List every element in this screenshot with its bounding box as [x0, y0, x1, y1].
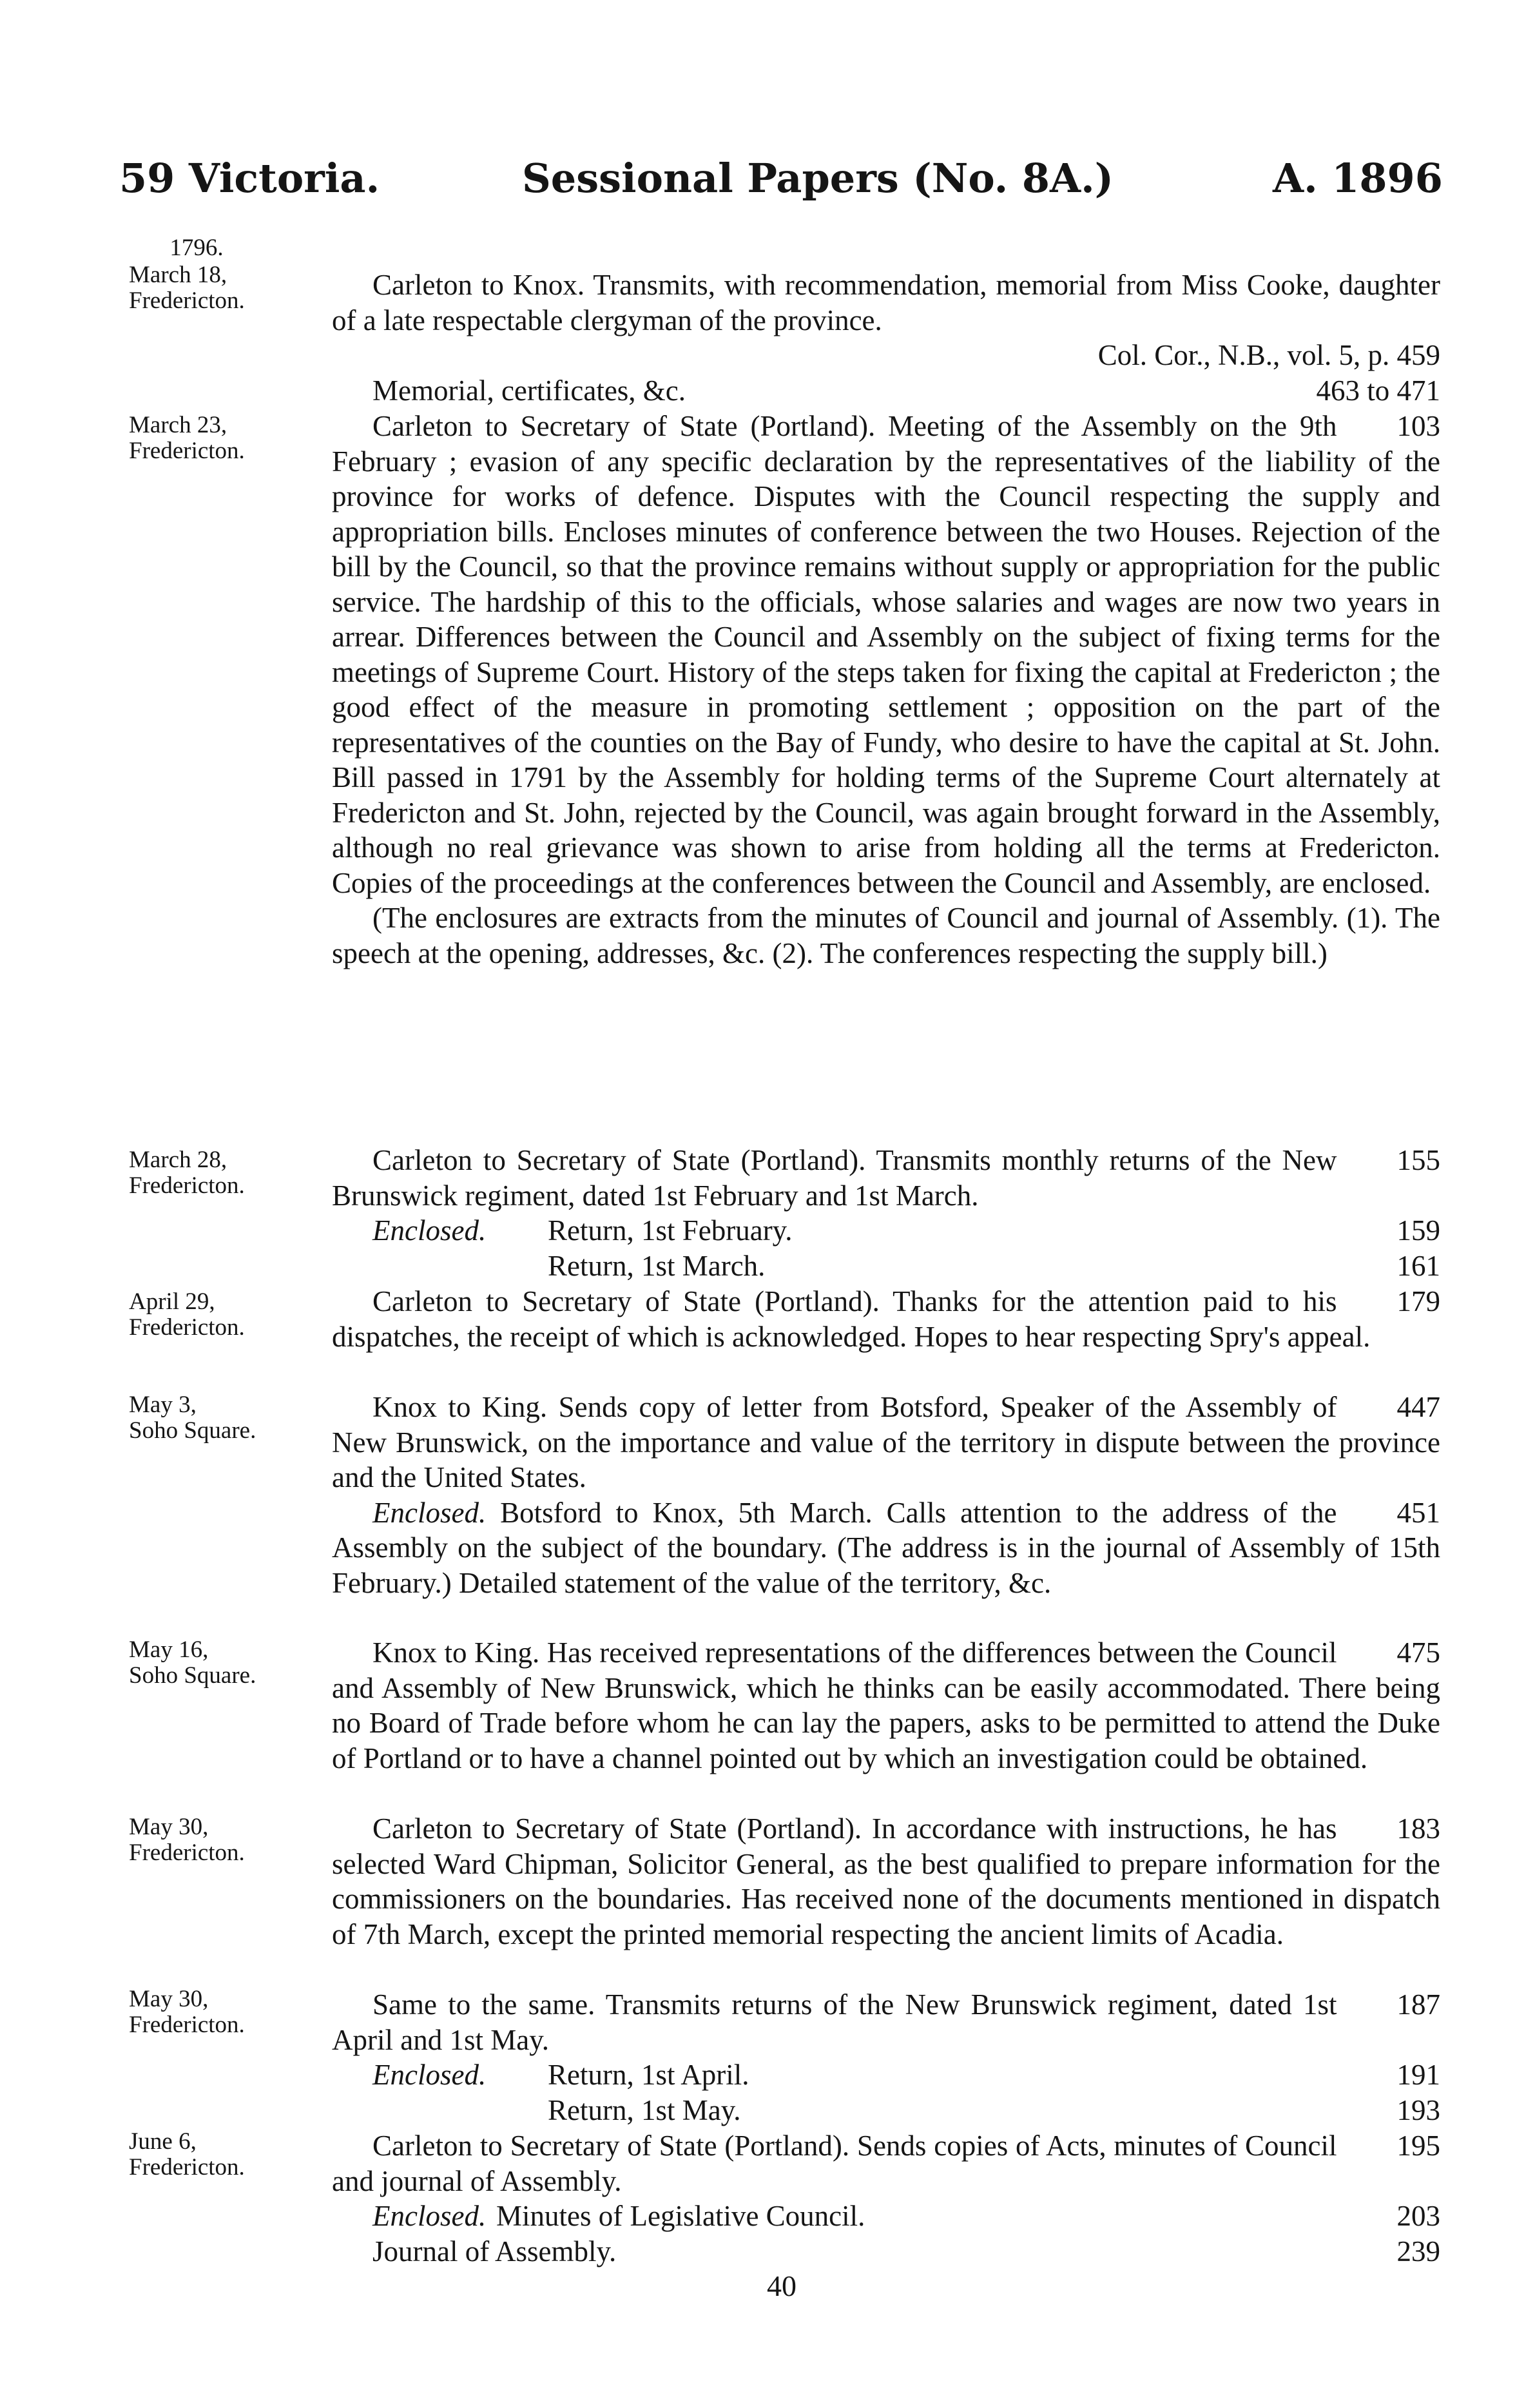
- entry-text: 179 Carleton to Secretary of State (Portland). Thanks for the attention paid to his dispatches, the receipt of which is acknowledged. Hopes to hear respecting Spry's appeal.: [332, 1285, 1440, 1353]
- entry-text: 183 Carleton to Secretary of State (Portland). In accordance with instructions, he has selected Ward Chipman, Solicitor General, as the best qualified to prepare information for the commissioners on the boundaries. Has received none of the documents mentioned in dispatch of 7th March, except the printed memorial respecting the ancient limits of Acadia.: [332, 1812, 1440, 1950]
- entry-place: Fredericton.: [129, 287, 245, 314]
- enclosure-line: [332, 2199, 1440, 2234]
- enclosure-page: 159: [1396, 1214, 1440, 1247]
- entry-text: 447 Knox to King. Sends copy of letter from Botsford, Speaker of the Assembly of New Brunswick, on the importance and value of the territory in dispute between the province and the United States.: [332, 1391, 1440, 1493]
- entry-date: [129, 1147, 342, 1199]
- enclosure-line: [332, 1213, 1440, 1248]
- reference-line: [332, 338, 1440, 373]
- enclosure-text: Journal of Assembly.: [372, 2235, 617, 2267]
- entry-page: 447: [1396, 1391, 1440, 1423]
- entry-date: [129, 1986, 342, 2038]
- sub-item: [332, 373, 1440, 409]
- enclosure-line: [332, 2234, 1440, 2269]
- entry-page: 475: [1396, 1636, 1440, 1669]
- entry-page: 187: [1396, 1988, 1440, 2021]
- entry-place: Fredericton.: [129, 438, 245, 464]
- entry-day: March 18,: [129, 262, 227, 288]
- entry-place: Fredericton.: [129, 2012, 245, 2038]
- enclosure-line: [332, 2057, 1440, 2093]
- enclosure-text: Return, 1st May.: [548, 2093, 741, 2126]
- entry-page: 155: [1396, 1144, 1440, 1176]
- entry-date: [129, 1637, 342, 1689]
- entry-day: April 29,: [129, 1288, 215, 1315]
- enclosed-label: Enclosed.: [372, 2059, 487, 2091]
- entry-place: Soho Square.: [129, 1662, 256, 1689]
- enclosure-page: 239: [1396, 2235, 1440, 2267]
- entry-place: Fredericton.: [129, 1840, 245, 1866]
- entry-text: 155 Carleton to Secretary of State (Portland). Transmits monthly returns of the New Brunswick regiment, dated 1st February and 1st March.: [332, 1144, 1440, 1212]
- entry-body: [332, 267, 1440, 408]
- header-session: 59 Victoria.: [119, 155, 380, 202]
- entry-day: May 16,: [129, 1636, 209, 1663]
- entry-body: [332, 1143, 1440, 1283]
- header-year: A. 1896: [1273, 155, 1443, 202]
- entry-body: [332, 1284, 1440, 1354]
- enclosure-text: Return, 1st March.: [548, 1249, 766, 1282]
- entry-note: (The enclosures are extracts from the minutes of Council and journal of Assembly. (1). The speech at the opening, addresses, &c. (2). The conferences respecting the supply bill.): [332, 902, 1440, 969]
- entry-place: Fredericton.: [129, 1314, 245, 1341]
- enclosure-text: Return, 1st February.: [548, 1214, 793, 1247]
- entry-date: [129, 413, 342, 464]
- enclosure-text: Return, 1st April.: [548, 2059, 749, 2091]
- entry-date: [129, 235, 342, 314]
- enclosure-line: [332, 2093, 1440, 2128]
- entry-text: Carleton to Knox. Transmits, with recommendation, memorial from Miss Cooke, daughter of a late respectable clergyman of the province.: [332, 269, 1440, 336]
- enclosure-page: 161: [1396, 1249, 1440, 1282]
- entry-body: [332, 409, 1440, 971]
- sub-item-text: Memorial, certificates, &c.: [372, 374, 686, 407]
- entry-day: June 6,: [129, 2128, 197, 2155]
- enclosure-text: Botsford to Knox, 5th March. Calls attention to the address of the Assembly on the subject of the boundary. (The address is in the journal of Assembly of 15th February.) Detailed statement of the value of the territory, &c.: [332, 1496, 1440, 1599]
- entry-place: Fredericton.: [129, 2154, 245, 2180]
- enclosure-page: 191: [1396, 2059, 1440, 2091]
- entry-text: 103 Carleton to Secretary of State (Portland). Meeting of the Assembly on the 9th February ; evasion of any specific declaration by the representatives of the liability of the province for works of defence. Disputes with the Council respecting the supply and appropriation bills. Encloses minutes of conference between the two Houses. Rejection of the bill by the Council, so that the province remains without supply or appropriation for the public service. The hardship of this to the officials, whose salaries and wages are now two years in arrear. Differences between the Council and Assembly on the subject of fixing terms for the meetings of Supreme Court. History of the steps taken for fixing the capital at Fredericton ; the good effect of the measure in promoting settlement ; opposition on the part of the representatives of the counties on the Bay of Fundy, who desire to have the capital at St. John. Bill passed in 1791 by the Assembly for holding terms of the Supreme Court alternately at Fredericton and St. John, rejected by the Council, was again brought forward in the Assembly, although no real grievance was shown to arise from holding all the terms at Fredericton. Copies of the proceedings at the conferences between the Council and Assembly, are enclosed.: [332, 410, 1440, 899]
- entry-year: 1796.: [169, 235, 224, 261]
- entry-date: [129, 1289, 342, 1341]
- entry-text: 187 Same to the same. Transmits returns of the New Brunswick regiment, dated 1st April and 1st May.: [332, 1988, 1440, 2056]
- entry-page: 183: [1396, 1812, 1440, 1845]
- entry-day: May 3,: [129, 1392, 197, 1418]
- enclosure-page: 451: [1396, 1496, 1440, 1529]
- entry-date: [129, 2129, 342, 2180]
- entry-body: [332, 1987, 1440, 2128]
- entry-body: [332, 1390, 1440, 1600]
- archive-reference: Col. Cor., N.B., vol. 5, p. 459: [1097, 339, 1440, 371]
- entry-page: 179: [1396, 1285, 1440, 1317]
- entry-day: March 23,: [129, 412, 227, 438]
- enclosure-text: Minutes of Legislative Council.: [496, 2200, 865, 2232]
- entry-page: 103: [1396, 410, 1440, 442]
- enclosure-page: 193: [1396, 2093, 1440, 2126]
- entry-date: [129, 1392, 342, 1444]
- enclosure-page: 203: [1396, 2200, 1440, 2232]
- enclosed-label: Enclosed.: [372, 2200, 487, 2232]
- entry-body: [332, 1811, 1440, 1952]
- enclosed-label: Enclosed.: [372, 1214, 487, 1247]
- entry-place: Soho Square.: [129, 1417, 256, 1444]
- entry-page: 195: [1396, 2130, 1440, 2162]
- entry-body: [332, 2128, 1440, 2269]
- entry-day: March 28,: [129, 1147, 227, 1173]
- entry-body: [332, 1635, 1440, 1776]
- header-title: Sessional Papers (No. 8A.): [522, 155, 1114, 202]
- entry-day: May 30,: [129, 1814, 209, 1840]
- entry-day: May 30,: [129, 1986, 209, 2012]
- entry-text: 195 Carleton to Secretary of State (Portland). Sends copies of Acts, minutes of Council and journal of Assembly.: [332, 2130, 1440, 2197]
- page-number: 40: [767, 2269, 796, 2302]
- enclosed-label: Enclosed.: [372, 1496, 487, 1529]
- sub-item-page: 463 to 471: [1316, 374, 1440, 407]
- running-header: [0, 155, 1535, 219]
- entry-text: 475 Knox to King. Has received representations of the differences between the Council and Assembly of New Brunswick, which he thinks can be easily accommodated. There being no Board of Trade before whom he can lay the papers, asks to be permitted to attend the Duke of Portland or to have a channel pointed out by which an investigation could be obtained.: [332, 1636, 1440, 1774]
- enclosure-paragraph: [332, 1495, 1440, 1601]
- entry-place: Fredericton.: [129, 1172, 245, 1199]
- entry-date: [129, 1814, 342, 1866]
- enclosure-line: [332, 1248, 1440, 1284]
